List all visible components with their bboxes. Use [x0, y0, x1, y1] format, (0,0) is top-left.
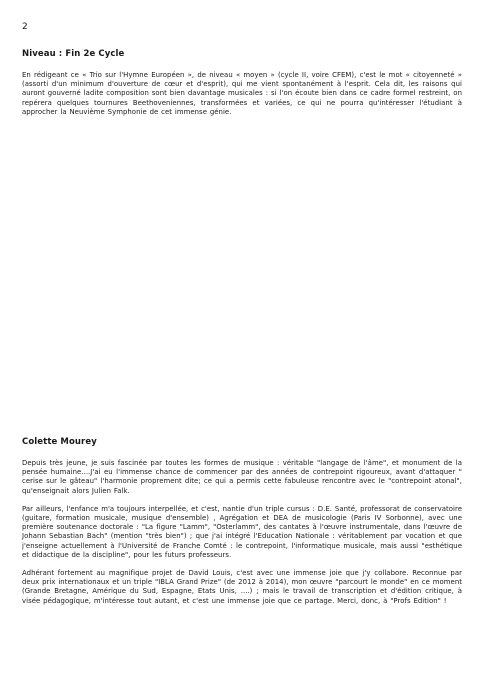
- composer-bio-section: [22, 437, 462, 615]
- bio-paragraph-1: Depuis très jeune, je suis fascinée par toutes les formes de musique : véritable "langage de l'âme", et monument de la pensée humaine....J'ai eu l'immense chance de commencer par des années de contrepoint rigoureux, avant d'attaquer " cerise sur le gâteau" l'harmonie proprement dite; ce qui a permis cette fabuleuse rencontre avec le "contrepoint atonal", qu'enseignait alors Julien Falk.: [22, 459, 462, 495]
- niveau-paragraph: En rédigeant ce « Trio sur l'Hymne Européen », de niveau « moyen » (cycle II, voire CFEM), c'est le mot « citoyenneté » (assorti d'un minimum d'ouverture de cœur et d'esprit), qui me vient spontanément à l'esprit. Cela dit, les raisons qui auront gouverné ladite composition sont bien davantage musicales : si l'on écoute bien dans ce cadre formel restreint, on repérera quelques tournures Beethoveniennes, transformées et variées, ce qui ne pourra qu'intéresser l'étudiant à approcher la Neuvième Symphonie de cet immense génie.: [22, 71, 462, 116]
- page-number: 2: [22, 22, 28, 32]
- bio-paragraph-2: Par ailleurs, l'enfance m'a toujours interpellée, et c'est, nantie d'un triple cursus : D.E. Santé, professorat de conservatoire (guitare, formation musicale, musique d'ensemble) , Agrégation et DEA de musicologie (Paris IV Sorbonne), avec une première soutenance doctorale : "La figure "Lamm", "Osterlamm", des cantates à l'œuvre instrumentale, dans l'œuvre de Johann Sebastian Bach" (mention "très bien") ; que j'ai intégré l'Education Nationale : véritablement par vocation et que j'enseigne actuellement à l'Université de Franche Comté : le contrepoint, l'informatique musicale, mais aussi "esthétique et didactique de la discipline", pour les futurs professeurs.: [22, 504, 462, 559]
- niveau-section: [22, 49, 462, 126]
- bio-paragraph-3: Adhérant fortement au magnifique projet de David Louis, c'est avec une immense joie que j'y collabore. Reconnue par deux prix internationaux et un triple "IBLA Grand Prize" (de 2012 à 2014), mon œuvre "parcourt le monde" en ce moment (Grande Bretagne, Amérique du Sud, Espagne, Etats Unis, ....) ; mais le travail de transcription et d'édition critique, à visée pédagogique, m'intéresse tout autant, et c'est une immense joie que ce partage. Merci, donc, à "Profs Edition" !: [22, 569, 462, 605]
- niveau-heading: Niveau : Fin 2e Cycle: [22, 49, 125, 59]
- composer-name-heading: Colette Mourey: [22, 437, 97, 447]
